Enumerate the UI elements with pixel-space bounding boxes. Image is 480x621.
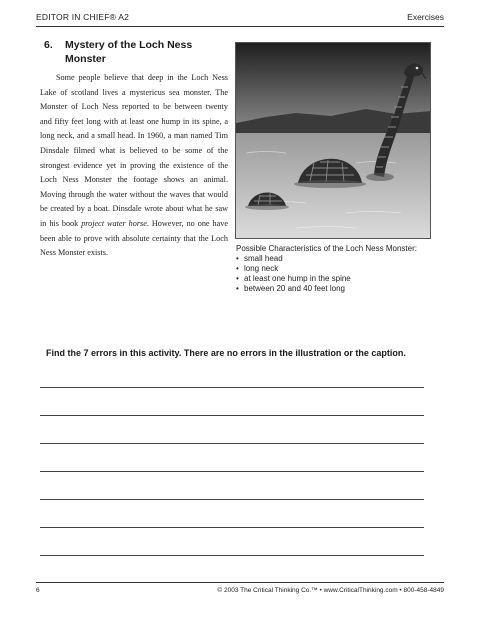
list-item [236, 274, 436, 284]
neck-reflection [366, 173, 394, 181]
answer-line[interactable] [40, 499, 424, 500]
header-rule [36, 26, 444, 27]
instructions: Find the 7 errors in this activity. There are no errors in the illustration or the caption. [46, 348, 406, 358]
activity-title-text: Mystery of the Loch Ness Monster [65, 39, 193, 65]
bullet-icon: • [236, 284, 239, 293]
caption-title: Possible Characteristics of the Loch Ness Monster: [236, 244, 417, 253]
paragraph-part-2: . However, no one have been able to prove with absolute certainty that the Loch Ness Monster exists. [40, 218, 228, 258]
answer-line[interactable] [40, 443, 424, 444]
list-item [236, 264, 436, 274]
footer-rule [36, 582, 444, 583]
loch-ness-illustration [235, 42, 431, 239]
page-footer [36, 582, 444, 596]
page-number: 6 [36, 587, 40, 594]
answer-line[interactable] [40, 471, 424, 472]
bullet-icon: • [236, 264, 239, 273]
section-label: Exercises [407, 12, 444, 22]
paragraph-part-1: Some people believe that deep in the Loch Ness Lake of scotland lives a mystericus sea monster. The Monster of Loch Ness reported to be between twenty and fifty feet long with at least one hump in its spine, a long neck, and a small head. In 1960, a man named Tim Dinsdale filmed what is believed to be some of the strongest evidence yet in proving the existence of the Loch Ness Monster the footage shows an animal. Moving through the water without the waves that would be created by a boat. Dinsdale wrote about what he saw in his book [40, 73, 228, 228]
characteristics-list [236, 254, 436, 294]
list-item [236, 254, 436, 264]
list-item [236, 284, 436, 294]
loch-ness-monster-drawing [236, 43, 431, 239]
copyright-notice: © 2003 The Critical Thinking Co.™ • www.CriticalThinking.com • 800-458-4849 [217, 587, 444, 594]
list-item-text: between 20 and 40 feet long [244, 284, 345, 293]
illustration-caption [236, 244, 436, 294]
page-header [36, 12, 444, 26]
list-item-text: small head [244, 254, 283, 263]
answer-line[interactable] [40, 555, 424, 556]
activity-number: 6. [44, 39, 53, 51]
book-title: EDITOR IN CHIEF® A2 [36, 12, 130, 22]
bullet-icon: • [236, 274, 239, 283]
activity-paragraph [40, 71, 228, 261]
list-item-text: long neck [244, 264, 279, 273]
answer-line[interactable] [40, 387, 424, 388]
list-item-text: at least one hump in the spine [244, 274, 351, 283]
bullet-icon: • [236, 254, 239, 263]
answer-line[interactable] [40, 527, 424, 528]
answer-line[interactable] [40, 415, 424, 416]
book-title-italic: project water horse [81, 218, 147, 228]
